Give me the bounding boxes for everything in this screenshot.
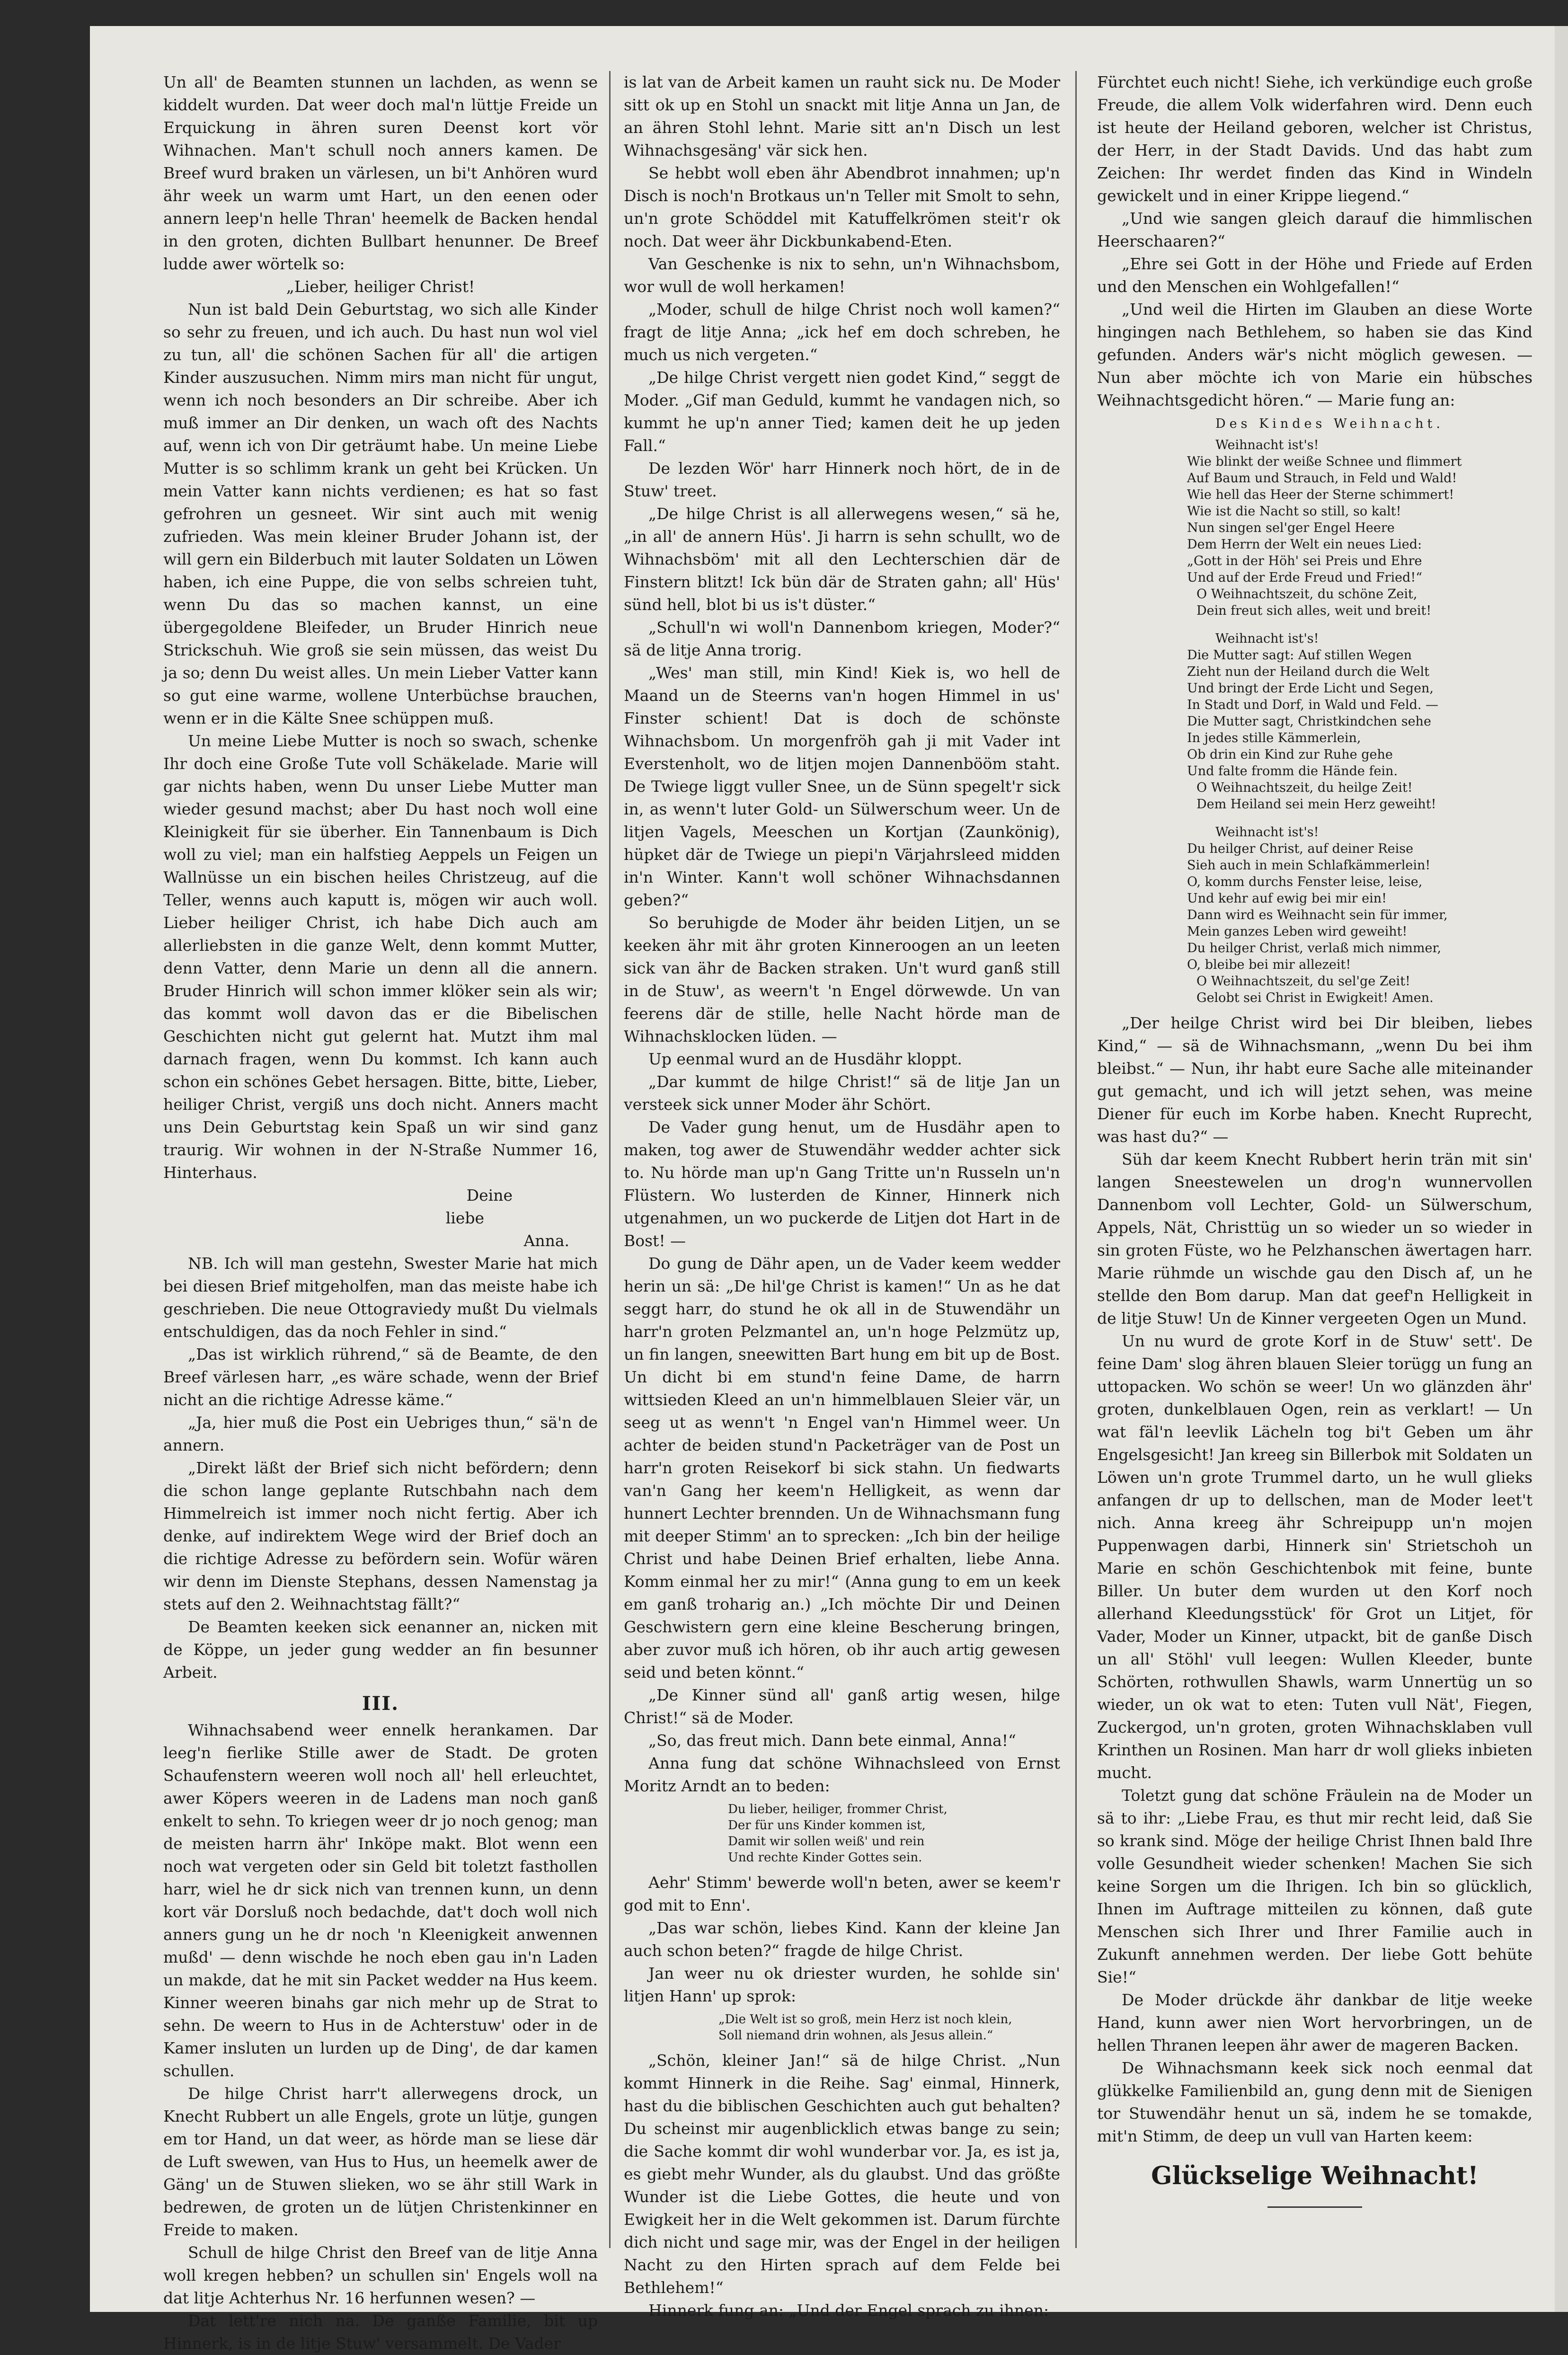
section-heading: III.: [362, 1692, 399, 1715]
poem-line: Weihnacht ist's!: [1215, 825, 1319, 840]
poem-line: Die Mutter sagt, Christkindchen sehe: [1187, 714, 1431, 729]
paragraph: Nun ist bald Dein Geburtstag, wo sich alle Kinder so sehr zu freuen, und ich auch. Du hast nun wol viel zu tun, all' die schönen Sachen für all' die artigen Kinder auszusuchen. Nimm mirs man nicht für ungut, wenn ich noch besonders an Dir schreibe. Aber ich muß immer an Dir denken, un wach oft des Nachts auf, wenn ich von Dir geträumt habe. Un meine Liebe Mutter is so schlimm krank un geht bei Krücken. Un mein Vatter kann nichts verdienen; es hat so fast gefrohren un gesneet. Wir sint auch mit wenig zufrieden. Was mein kleiner Bruder Johann ist, der will gern ein Bilderbuch mit lauter Soldaten un Löwen haben, ich eine Puppe, die von selbs schreien tuht, wenn Du das so machen kannst, un eine übergegoldene Bleifeder, un Bruder Hinrich neue Strickschuh. Wie groß sie sein müssen, das weist Du ja so; denn Du weist alles. Un mein Lieber Vatter kann so gut eine warme, wollene Unterbüchse brauchen, wenn er in die Kälte Snee schüppen muß.: [163, 300, 598, 727]
poem-line: Ob drin ein Kind zur Ruhe gehe: [1187, 747, 1393, 762]
poem-line: Soll niemand drin wohnen, als Jesus allein.“: [718, 2028, 993, 2043]
paragraph: De Moder drückde ähr dankbar de litje weeke Hand, kunn awer nien Wort hervorbringen, un de hellen Thranen leepen ähr awer de mageren Backen.: [1097, 1991, 1533, 2054]
poem-line: Zieht nun der Heiland durch die Welt: [1187, 664, 1430, 679]
paragraph: „Wes' man still, min Kind! Kiek is, wo hell de Maand un de Steerns van'n hogen Himmel in us' Finster schient! Dat is doch de schönste Wihnachsbom. Un morgenfröh gah ji mit Vader int Everstenholt, wo de litjen mojen Dannenbööm staht. De Twiege liggt vuller Snee, un de Sünn spegelt'r sick in, as wenn't luter Gold- un Sülwerschum weer. Un de litjen Vagels, Meeschen un Kortjan (Zaunkönig), hüpket där de Twiege un piepi'n Värjahrsleed midden in'n Winter. Kann't woll schöner Wihnachsdannen geben?“: [624, 664, 1060, 909]
paragraph: „Ja, hier muß die Post ein Uebriges thun,“ sä'n de annern.: [163, 1413, 598, 1454]
paragraph: De Vader gung henut, um de Husdähr apen to maken, tog awer de Stuwendähr wedder achter sick to. Nu hörde man up'n Gang Tritte un'n Russeln un'n Flüstern. Wo lusterden de Kinner, Hinnerk nich utgenahmen, un wo puckerde de Litjen dot Hart in de Bost! —: [624, 1118, 1060, 1250]
column-2: [624, 71, 1060, 2320]
poem-arndt: [728, 1801, 1060, 1866]
adjacent-page-edge: [1555, 26, 1568, 2312]
poem-line: Der für uns Kinder kommen ist,: [728, 1818, 926, 1833]
poem-line: Du lieber, heiliger, frommer Christ,: [728, 1802, 948, 1816]
paragraph: Jan weer nu ok driester wurden, he sohlde sin' litjen Hann' up sprok:: [624, 1964, 1060, 2005]
paragraph: NB. Ich will man gestehn, Swester Marie hat mich bei diesen Brief mitgeholfen, man das meiste habe ich geschrieben. Die neue Ottograviedy mußt Du vielmals entschuldigen, das da noch Fehler in sind.“: [163, 1254, 598, 1341]
paragraph: De hilge Christ harr't allerwegens drock, un Knecht Rubbert un alle Engels, grote un lütje, gungen em tor Hand, un dat weer, as hörde man se liese där de Luft swewen, van Hus to Hus, un heemelk awer de Gäng' un de Stuwen slieken, wo se ähr still Wark in bedrewen, de groten un de lütjen Christenkinner en Freide to maken.: [163, 2084, 598, 2239]
poem-line: Und falte fromm die Hände fein.: [1187, 764, 1398, 779]
paragraph: Un all' de Beamten stunnen un lachden, as wenn se kiddelt wurden. Dat weer doch mal'n lüttje Freide un Erquickung in ähren suren Deenst kort vör Wihnachen. Man't schull noch anners kamen. De Breef wurd braken un värlesen, un bi't Anhören wurd ähr week un warm umt Hart, un den eenen oder annern leep'n helle Thran' heemelk de Backen hendal in den groten, dichten Bullbart henunner. De Breef ludde awer wörtelk so:: [163, 73, 598, 273]
poem-line: Wie blinkt der weiße Schnee und flimmert: [1187, 454, 1462, 469]
poem-jan: [718, 2011, 1060, 2044]
poem-line: Dem Herrn der Welt ein neues Lied:: [1187, 537, 1422, 552]
poem-line: In Stadt und Dorf, in Wald und Feld. —: [1187, 698, 1439, 712]
poem-line: Dein freut sich alles, weit und breit!: [1196, 603, 1432, 618]
poem-line: O Weihnachtszeit, du sel'ge Zeit!: [1196, 974, 1410, 989]
paragraph: Süh dar keem Knecht Rubbert herin trän mit sin' langen Sneestewelen un drog'n wunnervollen Dannenbom voll Lechter, Gold- un Sülwerschum, Appels, Nät, Christtüg un so wieder un so wieder in sin groten Füste, wo he Pelzhanschen äwertagen harr. Marie rühmde un wischde gau den Disch af, un he stellde den Bom darup. Man dat geef'n Helligkeit in de litje Stuw! Un de Kinner vergeeten Ogen un Mund.: [1097, 1150, 1533, 1328]
poem-line: Du heilger Christ, verlaß mich nimmer,: [1187, 941, 1442, 956]
paragraph: Un nu wurd de grote Korf in de Stuw' sett'. De feine Dam' slog ähren blauen Sleier torügg un fung an uttopacken. Wo schön se weer! Un wo glänzden ähr' groten, dunkelblauen Ogen, rein as verklart! — Un wat fäl'n leevlik Lächeln tog bi't Geben um ähr Engelsgesicht! Jan kreeg sin Billerbok mit Soldaten un Löwen un'n grote Trummel darto, un he wull glieks anfangen dr up to dellschen, man de Moder leet't nich. Anna kreeg ähr Schreipupp un'n mojen Puppenwagen darbi, Hinnerk sin' Strietschoh un Marie en schön Geschichtenbok mit feine, bunte Biller. Un buter dem wurden ut den Korf noch allerhand Kleedungsstück' för Grot un Litjet, för Vader, Moder un Kinner, utpackt, bit de ganße Disch un all' Stöhl' vull leegen: Wullen Kleeder, bunte Schörten, rothwullen Shawls, warm Unnertüg un so wieder, un ok wat to eten: Tuten vull Nät', Fiegen, Zuckergod, un'n groten, groten Wihnachsklaben vull Krinthen un Rosinen. Man harr dr woll glieks inbieten mucht.: [1097, 1332, 1533, 1782]
paragraph: „Ehre sei Gott in der Höhe und Friede auf Erden und den Menschen ein Wohlgefallen!“: [1097, 255, 1533, 296]
letter-signature-name: Anna.: [523, 1231, 569, 1250]
poem-line: Und bringt der Erde Licht und Segen,: [1187, 681, 1434, 696]
poem-line: In jedes stille Kämmerlein,: [1187, 731, 1361, 745]
poem-line: Und kehr auf ewig bei mir ein!: [1187, 891, 1387, 906]
poem-title: Des Kindes Weihnacht.: [1215, 416, 1444, 431]
poem-line: O, bleibe bei mir allezeit!: [1187, 957, 1351, 972]
column-rule: [609, 71, 611, 2248]
paragraph: Van Geschenke is nix to sehn, un'n Wihnachsbom, wor wull de woll herkamen!: [624, 255, 1060, 296]
paragraph: De Beamten keeken sick eenanner an, nicken mit de Köppe, un jeder gung wedder an fin besunner Arbeit.: [163, 1618, 598, 1682]
paragraph: „Direkt läßt der Brief sich nicht befördern; denn die schon lange geplante Rutschbahn nach dem Himmelreich ist immer noch nicht fertig. Aber ich denke, auf indirektem Wege wird der Brief doch an die richtige Adresse zu befördern sein. Wofür wären wir denn im Dienste Stephans, dessen Namenstag ja stets auf den 2. Weihnachtstag fällt?“: [163, 1459, 598, 1613]
paragraph: „De Kinner sünd all' ganß artig wesen, hilge Christ!“ sä de Moder.: [624, 1686, 1060, 1727]
paragraph: Se hebbt woll eben ähr Abendbrot innahmen; up'n Disch is noch'n Brotkaus un'n Teller mit Smolt to sehn, un'n grote Schöddel mit Katuffelkrömen steit'r ok noch. Dat weer ähr Dickbunkabend-Eten.: [624, 164, 1060, 250]
paragraph: Anna fung dat schöne Wihnachsleed von Ernst Moritz Arndt an to beden:: [624, 1754, 1060, 1795]
paragraph: Aehr' Stimm' bewerde woll'n beten, awer se keem'r god mit to Enn'.: [624, 1873, 1060, 1914]
paragraph: De Wihnachsmann keek sick noch eenmal dat glükkelke Familienbild an, gung denn mit de Sienigen tor Stuwendähr henut un sä, indem he se tomakde, mit'n Stimm, de deep un vull van Harten keem:: [1097, 2059, 1533, 2145]
poem-line: Weihnacht ist's!: [1215, 631, 1319, 646]
poem-line: Wie ist die Nacht so still, so kalt!: [1187, 504, 1401, 519]
paragraph: „De hilge Christ is all allerwegens wesen,“ sä he, „in all' de annern Hüs'. Ji harrn is sehn schullt, wo de Wihnachsböm' mit all den Lechterschien där de Finstern blitzt! Ick bün där de Straten gahn; all' Hüs' sünd hell, blot bi us is't düster.“: [624, 505, 1060, 614]
paragraph: Up eenmal wurd an de Husdähr kloppt.: [648, 1050, 962, 1068]
poem-line: Sieh auch in mein Schlafkämmerlein!: [1187, 858, 1431, 873]
stanza-gap: [1187, 813, 1533, 824]
poem-line: Weihnacht ist's!: [1215, 438, 1319, 452]
letter-signature-line: liebe: [445, 1209, 484, 1227]
poem-line: Mein ganzes Leben wird geweiht!: [1187, 924, 1408, 939]
poem-line: „Gott in der Höh' sei Preis und Ehre: [1187, 554, 1422, 568]
paragraph: Fürchtet euch nicht! Siehe, ich verkündige euch große Freude, die allem Volk widerfahren wird. Denn euch ist heute der Heiland geboren, welcher ist Christus, der Herr, in der Stadt Davids. Und das habt zum Zeichen: Ihr werdet finden das Kind in Windeln gewickelt und in einer Krippe liegend.“: [1097, 73, 1533, 205]
paragraph: „Und wie sangen gleich darauf die himmlischen Heerschaaren?“: [1097, 209, 1533, 250]
paragraph: De lezden Wör' harr Hinnerk noch hört, de in de Stuw' treet.: [624, 459, 1060, 500]
poem-line: Dann wird es Weihnacht sein für immer,: [1187, 908, 1448, 922]
poem-line: O, komm durchs Fenster leise, leise,: [1187, 875, 1423, 889]
paragraph: „Das war schön, liebes Kind. Kann der kleine Jan auch schon beten?“ fragde de hilge Christ.: [624, 1919, 1060, 1960]
end-rule: [1267, 2206, 1362, 2208]
paragraph: Un meine Liebe Mutter is noch so swach, schenke Ihr doch eine Große Tute voll Schäkelade. Marie will gar nichts haben, wenn Du unser Liebe Mutter man wieder gesund machst; aber Du hast noch woll eine Kleinigkeit für sie überher. Ein Tannenbaum is Dich woll zu viel; man ein halfstieg Aeppels un Feigen un Wallnüsse un ein bischen heiles Christzeug, auf die Teller, wenns auch kaputt is, mögen wir auch woll. Lieber heiliger Christ, ich habe Dich auch am allerliebsten in die ganze Welt, denn kommt Mutter, denn Vatter, denn Marie un denn all die annern. Bruder Hinrich will schon immer klöker sein als wir; das kommt woll davon das er die Bibelischen Geschichten nicht gut gelernt hat. Mutzt ihm mal darnach fragen, wenn Du kommst. Ich kann auch schon ein schönes Gebet hersagen. Bitte, bitte, Lieber, heiliger Christ, vergiß uns doch nicht. Anners macht uns Dein Geburtstag kein Spaß un wir sind ganz traurig. Wir wohnen in der N-Straße Nummer 16, Hinterhaus.: [163, 732, 598, 1182]
paragraph: Hinnerk fung an: „Und der Engel sprach zu ihnen:: [648, 2301, 1049, 2320]
poem-line: „Die Welt ist so groß, mein Herz ist noch klein,: [718, 2012, 1012, 2027]
paragraph: „Der heilge Christ wird bei Dir bleiben, liebes Kind,“ — sä de Wihnachsmann, „wenn Du bei ihm bleibst.“ — Nun, ihr habt eure Sache alle miteinander gut gemacht, und ich will jetzt sehen, was meine Diener für euch im Korbe haben. Knecht Ruprecht, was hast du?“ —: [1097, 1014, 1533, 1146]
stanza-gap: [1187, 619, 1533, 630]
column-3: [1097, 71, 1533, 2295]
column-1: [163, 71, 598, 2353]
paragraph: „De hilge Christ vergett nien godet Kind,“ seggt de Moder. „Gif man Geduld, kummt he vandagen nich, so kummt he up'n anner Tied; kamen deit he up jeden Fall.“: [624, 368, 1060, 455]
poem-line: O Weihnachtszeit, du heilge Zeit!: [1196, 780, 1413, 795]
poem-line: Nun singen sel'ger Engel Heere: [1187, 521, 1395, 535]
poem-line: Dem Heiland sei mein Herz geweiht!: [1196, 797, 1436, 812]
paragraph: „Und weil die Hirten im Glauben an diese Worte hingingen nach Bethlehem, so haben sie das Kind gefunden. Anders wär's nicht möglich gewesen. — Nun aber möchte ich von Marie ein hübsches Weihnachtsgedicht hören.“ — Marie fung an:: [1097, 300, 1533, 409]
column-rule: [1075, 71, 1077, 2248]
poem-line: Und rechte Kinder Gottes sein.: [728, 1850, 922, 1865]
paragraph: is lat van de Arbeit kamen un rauht sick nu. De Moder sitt ok up en Stohl un snackt mit litje Anna un Jan, de an ähren Stohl lehnt. Marie sitt an'n Disch un lest Wihnachsgesäng' vär sick hen.: [624, 73, 1060, 159]
paragraph: „Dar kummt de hilge Christ!“ sä de litje Jan un versteek sick unner Moder ähr Schört.: [624, 1072, 1060, 1114]
paragraph: Dat lett're nich na. De ganße Familie, bit up Hinnerk, is in de litje Stuw' versammelt. De Vader: [163, 2311, 598, 2353]
poem-line: Auf Baum und Strauch, in Feld und Wald!: [1187, 471, 1457, 486]
poem-line: Damit wir sollen weiß' und rein: [728, 1834, 925, 1849]
letter-signature-line: Deine: [466, 1186, 513, 1204]
paragraph: „Moder, schull de hilge Christ noch woll kamen?“ fragt de litje Anna; „ick hef em doch schreben, he much us nich vergeten.“: [624, 300, 1060, 364]
closing-greeting: Glückselige Weihnacht!: [1151, 2161, 1479, 2190]
paragraph: „Schön, kleiner Jan!“ sä de hilge Christ. „Nun kommt Hinnerk in die Reihe. Sag' einmal, Hinnerk, hast du die biblischen Geschichten auch gut behalten? Du scheinst mir augenblicklich etwas bange zu sein; die Sache kommt dir wohl wunderbar vor. Ja, es ist ja, es giebt mehr Wunder, als du glaubst. Und das größte Wunder ist die Liebe Gottes, die heute und von Ewigkeit her in die Welt gekommen ist. Darum fürchte dich nicht und sage mir, was der Engel in der heiligen Nacht zu den Hirten sprach auf dem Felde bei Bethlehem!“: [624, 2051, 1060, 2297]
poem-line: Gelobt sei Christ in Ewigkeit! Amen.: [1196, 991, 1434, 1005]
paragraph: Schull de hilge Christ den Breef van de litje Anna woll kregen hebben? un schullen sin' Engels woll na dat litje Achterhus Nr. 16 herfunnen wesen? —: [163, 2243, 598, 2307]
poem-line: Du heilger Christ, auf deiner Reise: [1187, 841, 1414, 856]
paragraph: Do gung de Dähr apen, un de Vader keem wedder herin un sä: „De hil'ge Christ is kamen!“ Un as he dat seggt harr, do stund he ok all in de Stuwendähr un harr'n groten Pelzmantel an, un'n hoge Pelzmütz up, un fin langen, sneewitten Bart hung em bit up de Bost. Un dicht bi em stund'n feine Dame, de harrn wittsieden Kleed an un'n himmelblauen Sleier vär, un seeg ut as wenn't 'n Engel van'n Himmel weer. Un achter de beiden stund'n Packeträger van de Post un harr'n groten Reisekorf bi sick stahn. Un fiedwarts van'n Gang her keem'n Helligkeit, as wenn dar hunnert Lechter brennden. Un de Wihnachsmann fung mit deeper Stimm' an to sprecken: „Ich bin der heilige Christ und habe Deinen Brief erhalten, liebe Anna. Komm einmal her zu mir!“ (Anna gung to em un keek em ganß troharig an.) „Ich möchte Dir und Deinen Geschwistern gern eine kleine Bescherung bringen, aber zuvor muß ich hören, ob ihr auch artig gewesen seid und beten könnt.“: [624, 1254, 1060, 1682]
poem-line: Die Mutter sagt: Auf stillen Wegen: [1187, 648, 1412, 663]
poem-des-kindes-weihnacht: [1187, 416, 1533, 1006]
paragraph: „So, das freut mich. Dann bete einmal, Anna!“: [648, 1731, 1016, 1750]
poem-line: Wie hell das Heer der Sterne schimmert!: [1187, 487, 1454, 502]
paragraph: „Das ist wirklich rührend,“ sä de Beamte, de den Breef värlesen harr, „es wäre schade, wenn der Brief nicht an die richtige Adresse käme.“: [163, 1345, 598, 1409]
paragraph: „Schull'n wi woll'n Dannenbom kriegen, Moder?“ sä de litje Anna trorig.: [624, 618, 1060, 659]
poem-line: O Weihnachtszeit, du schöne Zeit,: [1196, 587, 1417, 602]
paragraph: So beruhigde de Moder ähr beiden Litjen, un se keeken ähr mit ähr groten Kinneroogen an un leeten sick van ähr de Backen straken. Un't wurd ganß still in de Stuw', as weern't 'n Engel dörwewde. Un van feerens där de stille, helle Nacht hörde man de Wihnachsklocken lüden. —: [624, 913, 1060, 1045]
paragraph: Toletzt gung dat schöne Fräulein na de Moder un sä to ihr: „Liebe Frau, es thut mir recht leid, daß Sie so krank sind. Möge der heilige Christ Ihnen bald Ihre volle Gesundheit wieder schenken! Machen Sie sich keine Sorgen um die Ihrigen. Ich bin so glücklich, Ihnen im Auftrage mitteilen zu können, daß gute Menschen sich Ihrer und Ihrer Familie auch in Zukunft annehmen werden. Der liebe Gott behüte Sie!“: [1097, 1786, 1533, 1986]
poem-line: Und auf der Erde Freud und Fried!“: [1187, 570, 1422, 585]
paragraph: Wihnachsabend weer ennelk herankamen. Dar leeg'n fierlike Stille awer de Stadt. De groten Schaufenstern weeren woll noch all' hell erleuchtet, awer Köpers weeren in de Ladens man noch ganß enkelt to sehn. To kriegen weer dr jo noch genog; man de meisten harrn ähr' Inköpe makt. Blot wenn een noch wat vergeten oder sin Geld bit toletzt fasthollen harr, wiel he dr sick nich van trennen kunn, un denn kort vär Dorsluß noch bedachde, dat't doch woll nich anners gung un he dr noch 'n Kleenigkeit anwennen mußd' — denn wischde he noch eben gau in'n Laden un makde, dat he mit sin Packet wedder na Hus keem. Kinner weeren binahs gar nich mehr up de Strat to sehn. De weern to Hus in de Achterstuw' oder in de Kamer insluten un lurden up de Ding', de dar kamen schullen.: [163, 1721, 598, 2080]
letter-salutation: „Lieber, heiliger Christ!: [286, 277, 475, 296]
